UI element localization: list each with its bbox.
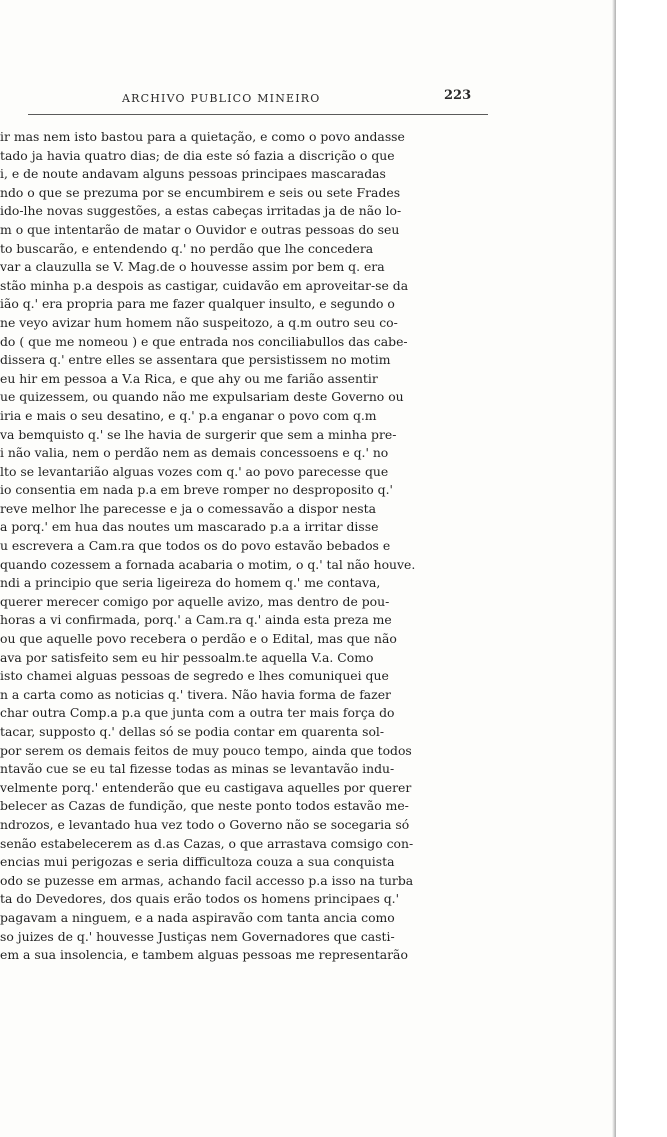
text-line: a porq.' em hua das noutes um mascarado p.a a irritar disse [0,519,379,535]
text-line: var a clauzulla se V. Mag.de o houvesse assim por bem q. era [0,259,385,275]
text-line: ido-lhe novas suggestões, a estas cabeças irritadas ja de não lo- [0,203,402,219]
text-line: ião q.' era propria para me fazer qualquer insulto, e segundo o [0,296,395,312]
text-line: i não valia, nem o perdão nem as demais concessoens e q.' no [0,445,389,461]
header-rule [28,114,488,115]
text-line: dissera q.' entre elles se assentara que persistissem no motim [0,352,391,368]
text-line: senão estabelecerem as d.as Cazas, o que arrastava comsigo con- [0,835,414,851]
text-line: so juizes de q.' houvesse Justiças nem Governadores que casti- [0,928,395,944]
text-line: isto chamei alguas pessoas de segredo e lhes comuniquei que [0,668,389,684]
text-line: n a carta como as noticias q.' tivera. Não havia forma de fazer [0,686,391,702]
text-line: tacar, supposto q.' dellas só se podia contar em quarenta sol- [0,724,385,739]
text-line: em a sua insolencia, e tambem alguas pessoas me representarão [0,947,408,963]
text-line: ou que aquelle povo recebera o perdão e o Edital, mas que não [0,631,397,647]
text-line: belecer as Cazas de fundição, que neste ponto todos estavão me- [0,798,409,814]
text-line: char outra Comp.a p.a que junta com a outra ter mais força do [0,705,395,721]
text-line: querer merecer comigo por aquelle avizo, mas dentro de pou- [0,593,390,609]
text-line: encias mui perigozas e seria difficultoza couza a sua conquista [0,854,395,870]
text-line: tado ja havia quatro dias; de dia este só fazia a discrição o que [0,147,395,163]
text-line: ta do Devedores, dos quais erão todos os homens principaes q.' [0,891,400,907]
text-line: m o que intentarão de matar o Ouvidor e outras pessoas do seu [0,221,400,237]
text-line: ir mas nem isto bastou para a quietação, e como o povo andasse [0,129,405,144]
text-line: eu hir em pessoa a V.a Rica, e que ahy ou me farião assentir [0,370,378,386]
page-number: 223 [444,88,472,103]
text-line: u escrevera a Cam.ra que todos os do povo estavão bebados e [0,538,391,554]
text-line: quando cozessem a fornada acabaria o motim, o q.' tal não houve. [0,556,416,572]
text-line: ntavão cue se eu tal fizesse todas as minas se levantavão indu- [0,761,395,777]
text-line: lto se levantarião alguas vozes com q.' ao povo parecesse que [0,463,389,479]
text-line: stão minha p.a despois as castigar, cuidavão em aproveitar-se da [0,277,409,293]
text-line: to buscarão, e entendendo q.' no perdão que lhe concedera [0,240,374,256]
text-line: ndi a principio que seria ligeireza do homem q.' me contava, [0,575,381,591]
text-line: odo se puzesse em armas, achando facil accesso p.a isso na turba [0,872,414,888]
text-line: ne veyo avizar hum homem não suspeitozo, a q.m outro seu co- [0,314,398,330]
text-line: io consentia em nada p.a em breve romper no desproposito q.' [0,482,393,498]
text-line: i, e de noute andavam alguns pessoas principaes mascaradas [0,166,386,182]
text-line: pagavam a ninguem, e a nada aspiravão com tanta ancia como [0,909,395,925]
text-line: ndrozos, e levantado hua vez todo o Governo não se socegaria só [0,816,410,832]
text-line: reve melhor lhe parecesse e ja o comessavão a dispor nesta [0,500,377,516]
text-line: do ( que me nomeou ) e que entrada nos conciliabullos das cabe- [0,333,408,349]
page-margin-edge [616,0,667,1137]
running-head: ARCHIVO PUBLICO MINEIRO [122,92,321,105]
text-line: por serem os demais feitos de muy pouco tempo, ainda que todos [0,742,412,758]
text-line: ndo o que se prezuma por se encumbirem e seis ou sete Frades [0,184,401,200]
text-line: velmente porq.' entenderão que eu castigava aquelles por querer [0,779,412,795]
text-line: iria e mais o seu desatino, e q.' p.a enganar o povo com q.m [0,407,377,423]
body-text [0,128,488,965]
text-line: horas a vi confirmada, porq.' a Cam.ra q.' ainda esta preza me [0,612,392,628]
text-line: va bemquisto q.' se lhe havia de surgerir que sem a minha pre- [0,426,397,442]
page-header [122,88,482,108]
text-line: ue quizessem, ou quando não me expulsariam deste Governo ou [0,389,404,405]
text-line: ava por satisfeito sem eu hir pessoalm.te aquella V.a. Como [0,649,374,665]
